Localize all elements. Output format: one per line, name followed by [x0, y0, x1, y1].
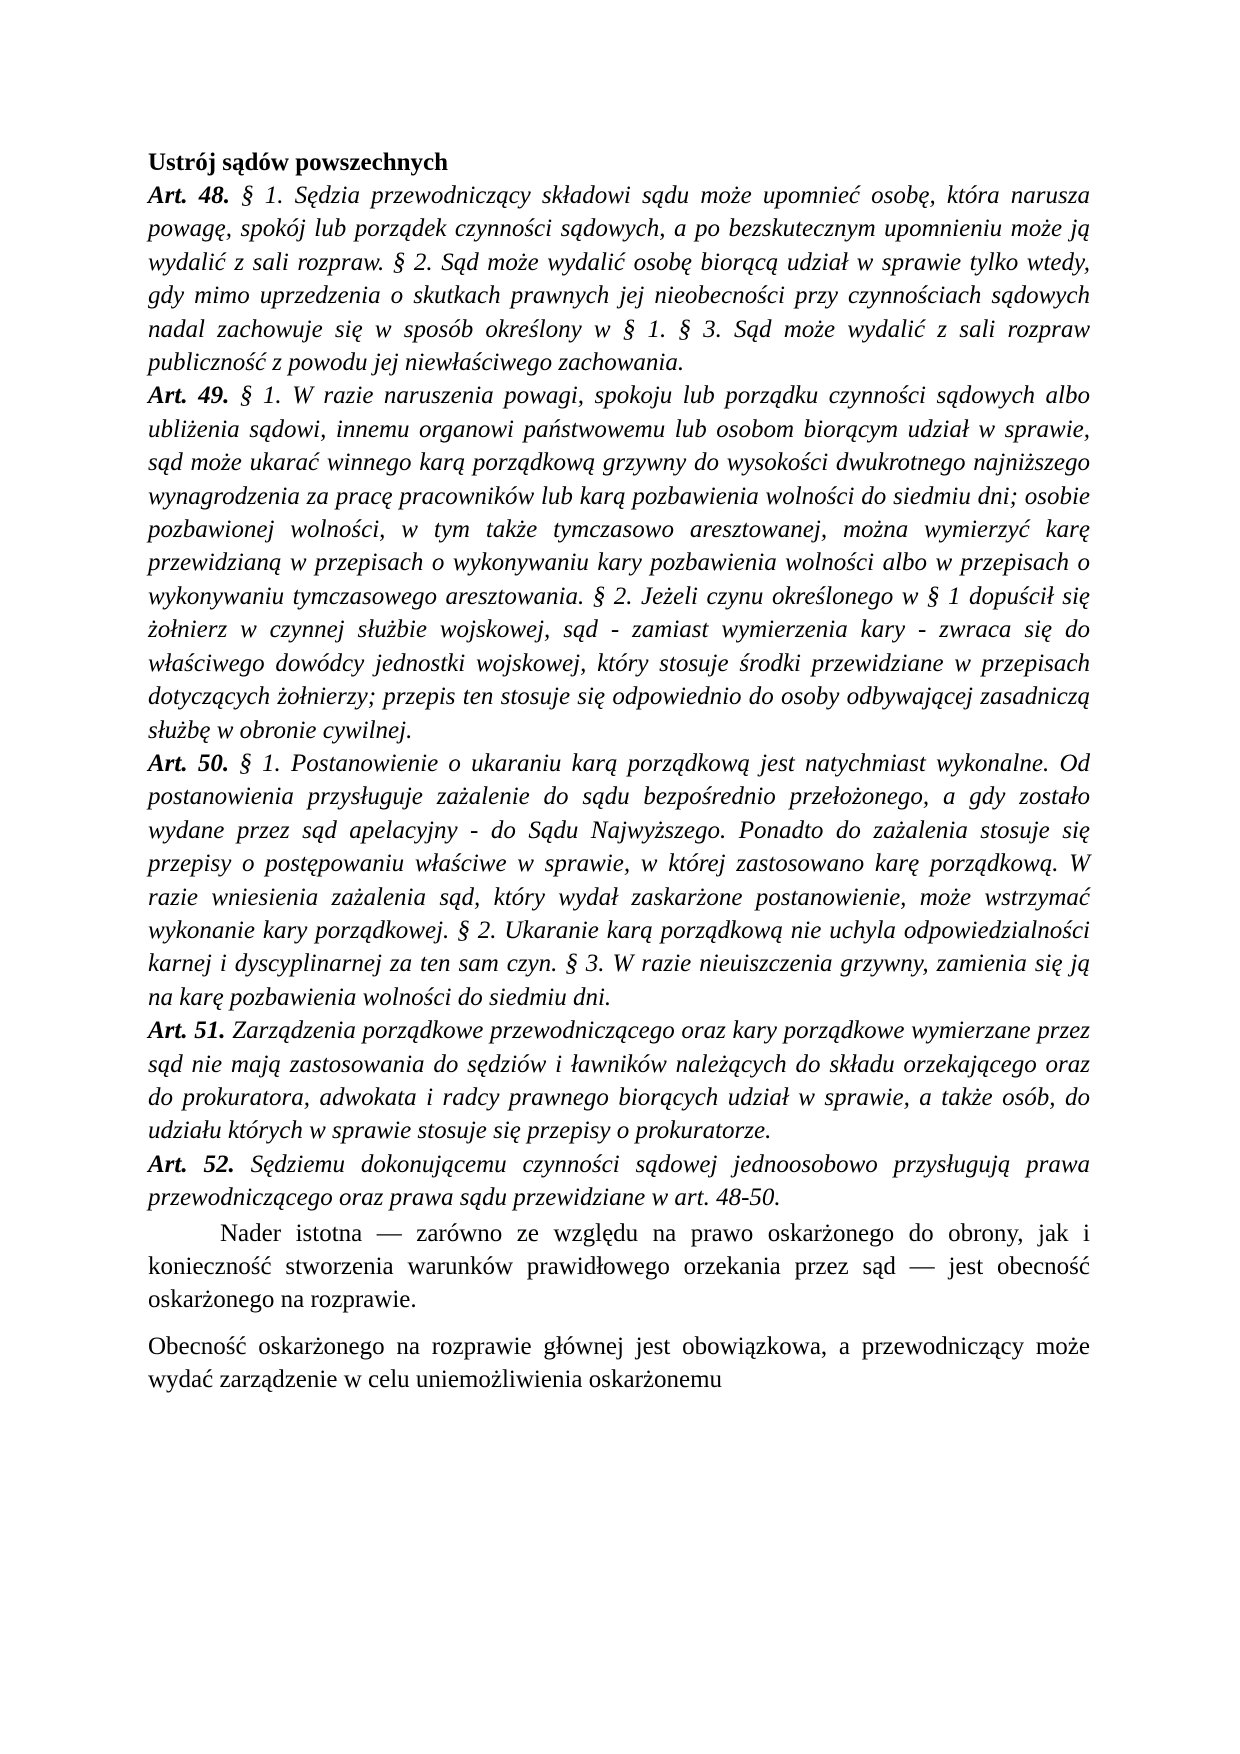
article-51	[148, 1014, 1090, 1148]
article-text: § 1. Sędzia przewodniczący składowi sądu może upomnieć osobę, która narusza powagę, spokój lub porządek czynności sądowych, a po bezskutecznym upomnieniu może ją wydalić z sali rozpraw. § 2. Sąd może wydalić osobę biorącą udział w sprawie tylko wtedy, gdy mimo uprzedzenia o skutkach prawnych jej nieobecności przy czynnościach sądowych nadal zachowuje się w sposób określony w § 1. § 3. Sąd może wydalić z sali rozpraw publiczność z powodu jej niewłaściwego zachowania.	[148, 182, 1090, 377]
article-49	[148, 379, 1090, 746]
body-paragraph-1: Nader istotna — zarówno ze względu na prawo oskarżonego do obrony, jak i konieczność stworzenia warunków prawidłowego orzekania przez sąd — jest obecność oskarżonego na rozprawie.	[148, 1219, 1090, 1313]
document-heading: Ustrój sądów powszechnych	[148, 149, 448, 176]
article-52	[148, 1148, 1090, 1215]
article-text: Zarządzenia porządkowe przewodniczącego oraz kary porządkowe wymierzane przez sąd nie mają zastosowania do sędziów i ławników należących do składu orzekającego oraz do prokuratora, adwokata i radcy prawnego biorących udział w sprawie, a także osób, do udziału których w sprawie stosuje się przepisy o prokuratorze.	[148, 1017, 1091, 1145]
article-50	[148, 747, 1090, 1014]
article-label: Art. 50.	[148, 749, 230, 777]
article-label: Art. 52.	[148, 1150, 235, 1178]
article-48	[148, 179, 1090, 379]
article-label: Art. 48.	[148, 182, 230, 209]
article-label: Art. 51.	[148, 1017, 226, 1045]
document-page	[148, 146, 1090, 1396]
body-paragraph-2: Obecność oskarżonego na rozprawie głównej jest obowiązkowa, a przewodniczący może wydać zarządzenie w celu uniemożliwienia oskarżonemu	[148, 1332, 1090, 1393]
article-text: § 1. Postanowienie o ukaraniu karą porządkową jest natychmiast wykonalne. Od postanowienia przysługuje zażalenie do sądu bezpośrednio przełożonego, a gdy zostało wydane przez sąd apelacyjny - do Sądu Najwyższego. Ponadto do zażalenia stosuje się przepisy o postępowaniu właściwe w sprawie, w której zastosowano karę porządkową. W razie wniesienia zażalenia sąd, który wydał zaskarżone postanowienie, może wstrzymać wykonanie kary porządkowej. § 2. Ukaranie karą porządkową nie uchyla odpowiedzialności karnej i dyscyplinarnej za ten sam czyn. § 3. W razie nieuiszczenia grzywny, zamienia się ją na karę pozbawienia wolności do siedmiu dni.	[148, 749, 1090, 1011]
article-text: Sędziemu dokonującemu czynności sądowej jednoosobowo przysługują prawa przewodniczącego oraz prawa sądu przewidziane w art. 48-50.	[148, 1150, 1091, 1212]
article-text: § 1. W razie naruszenia powagi, spokoju lub porządku czynności sądowych albo ubliżenia sądowi, innemu organowi państwowemu lub osobom biorącym udział w sprawie, sąd może ukarać winnego karą porządkową grzywny do wysokości dwukrotnego najniższego wynagrodzenia za pracę pracowników lub karą pozbawienia wolności do siedmiu dni; osobie pozbawionej wolności, w tym także tymczasowo aresztowanej, można wymierzyć karę przewidzianą w przepisach o wykonywaniu kary pozbawienia wolności albo w przepisach o wykonywaniu tymczasowego aresztowania. § 2. Jeżeli czynu określonego w § 1 dopuścił się żołnierz w czynnej służbie wojskowej, sąd - zamiast wymierzenia kary - zwraca się do właściwego dowódcy jednostki wojskowej, który stosuje środki przewidziane w przepisach dotyczących żołnierzy; przepis ten stosuje się odpowiednio do osoby odbywającej zasadniczą służbę w obronie cywilnej.	[148, 382, 1090, 744]
article-label: Art. 49.	[148, 382, 230, 410]
